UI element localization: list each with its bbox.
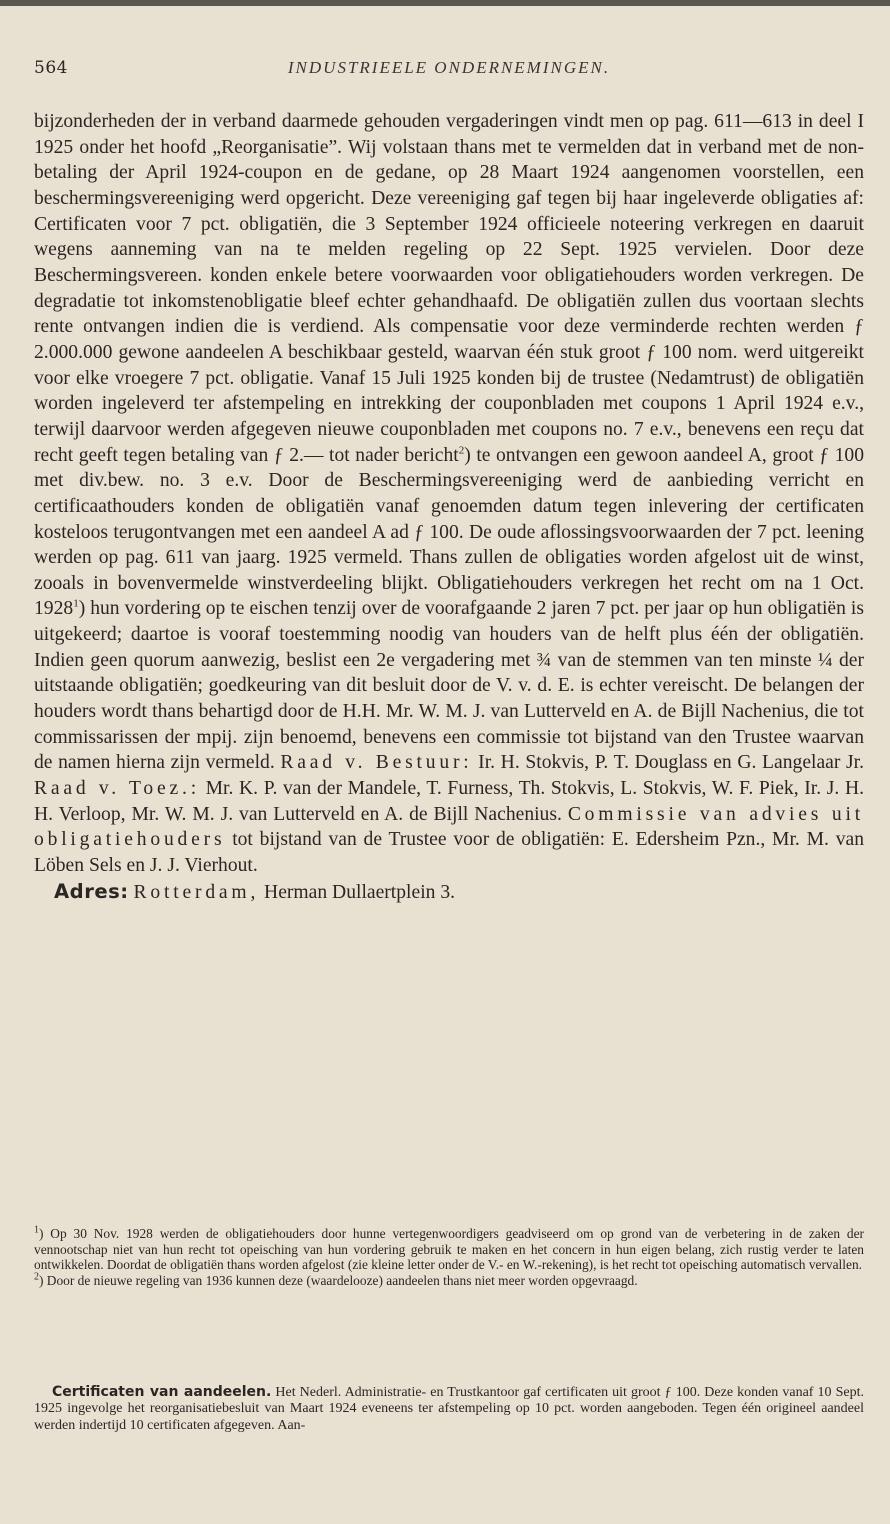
page-header — [34, 58, 864, 88]
footnote-ref: 1 — [73, 597, 79, 610]
text-run: tot bijstand van de Trustee voor de obligatiën: E. Edersheim Pzn., Mr. M. van Löben Sels en J. J. Vierhout. — [34, 829, 864, 877]
raad-van-bestuur-label: Raad v. Bestuur: — [280, 752, 473, 774]
footnote-mark: 1 — [34, 1224, 39, 1236]
commissie-label: Commissie van advies uit obligatiehouders — [34, 803, 865, 851]
text-run: bijzonderheden der in verband daarmede gehouden vergaderingen vindt men op pag. 611—613 in deel I 1925 onder het hoofd „Reorganisatie”. Wij volstaan thans met te vermelden dat in verband met de non-betaling der April 1924-coupon en de gedane, op 28 Maart 1924 aangenomen voorstellen, een beschermingsvereeniging werd opgericht. Deze vereeniging gaf tegen bij haar ingeleverde obligaties af: Certificaten voor 7 pct. obligatiën, die 3 September 1924 officieele noteering verkregen en daaruit wegens aanneming van na te melden regeling op 22 Sept. 1925 vervielen. Door deze Beschermingsvereen. konden enkele betere voorwaarden voor obligatiehouders worden verkregen. De degradatie tot inkomstenobligatie bleef echter gehandhaafd. De obligatiën zullen dus voortaan slechts rente ontvangen indien die is verdiend. Als compensatie voor deze verminderde rechten werden ƒ 2.000.000 gewone aandeelen A beschikbaar gesteld, waarvan één stuk groot ƒ 100 nom. werd uitgereikt voor elke vroegere 7 pct. obligatie. Vanaf 15 Juli 1925 konden bij de trustee (Nedamtrust) de obligatiën worden ingeleverd ter afstempeling en intrekking der couponbladen met coupons 1 April 1924 e.v., terwijl daarvoor werden afgegeven nieuwe couponbladen met coupons no. 7 e.v., benevens een reçu dat recht geeft tegen betaling van ƒ 2.— tot nader bericht — [34, 111, 864, 466]
text-run: ) hun vordering op te eischen tenzij over de voorafgaande 2 jaren 7 pct. per jaar op hun obligatiën is uitgekeerd; daartoe is vooraf toestemming noodig van houders van de helft plus één der obligatiën. Indien geen quorum aanwezig, beslist een 2e vergadering met ¾ van de stemmen van ten minste ¼ der uitstaande obligatiën; goedkeuring van dit besluit door de V. v. d. E. is echter vereischt. De belangen der houders wordt thans behartigd door de H.H. Mr. W. M. J. van Lutterveld en A. de Bijll Nachenius, die tot commissarissen der mpij. zijn benoemd, benevens een commissie tot bijstand van den Trustee waarvan de namen hierna zijn vermeld. — [34, 598, 864, 774]
address-street: Herman Dullaertplein 3. — [259, 881, 456, 903]
footnotes — [34, 1226, 864, 1288]
certificaten-section — [34, 1384, 864, 1434]
footnote-ref: 2 — [458, 444, 465, 456]
footnote-mark: 2 — [34, 1271, 39, 1283]
main-paragraph — [34, 109, 864, 879]
text-run: ) te ontvangen een gewoon aandeel A, groot ƒ 100 met div.bew. no. 3 e.v. Door de Beschermingsvereeniging werd de aanbieding verricht en certificaathouders konden de obligatiën vanaf genoemden datum tegen inlevering der certificaten kosteloos terugontvangen met een aandeel A ad ƒ 100. De oude aflossingsvoorwaarden der 7 pct. leening werden op pag. 611 van jaarg. 1925 vermeld. Thans zullen de obligaties worden afgelost uit de winst, zooals in bovenvermelde winstverdeeling blijkt. Obligatiehouders verkregen het recht om na 1 Oct. 1928 — [34, 444, 865, 620]
address-label: Adres: — [54, 879, 129, 903]
address-line — [34, 879, 864, 906]
footnote-text: ) Door de nieuwe regeling van 1936 kunnen deze (waardelooze) aandeelen thans niet meer worden opgevraagd. — [39, 1272, 638, 1288]
running-head: INDUSTRIEELE ONDERNEMINGEN. — [287, 58, 611, 77]
raad-van-toezicht-label: Raad v. Toez.: — [34, 778, 200, 800]
certificaten-text: Het Nederl. Administratie- en Trustkantoor gaf certificaten uit groot ƒ 100. Deze konden vanaf 10 Sept. 1925 ingevolge het reorganisatiebesluit van Maart 1924 eveneens ter afstempeling op 10 pct. worden aangeboden. Tegen één origineel aandeel werden indertijd 10 certificaten afgegeven. Aan- — [34, 1385, 864, 1433]
page-top-edge — [0, 0, 890, 6]
certificaten-paragraph — [34, 1384, 864, 1434]
footnote-2 — [34, 1273, 864, 1289]
main-text — [34, 109, 864, 905]
certificaten-label: Certificaten van aandeelen. — [52, 1384, 272, 1400]
footnote-1 — [34, 1226, 864, 1273]
text-run: Mr. K. P. van der Mandele, T. Furness, Th. Stokvis, L. Stokvis, W. F. Piek, Ir. J. H. H. Verloop, Mr. W. M. J. van Lutterveld en A. de Bijll Nachenius. — [34, 778, 864, 825]
page-number: 564 — [34, 58, 68, 78]
footnote-text: ) Op 30 Nov. 1928 werden de obligatiehouders door hunne vertegenwoordigers geadviseerd om op grond van de verbetering in de zaken der vennootschap niet van hun recht tot opeisching van hun vordering gebruik te maken en het concern in hun eigen belang, zich rustig verder te laten ontwikkelen. Doordat de obligatiën thans worden afgelost (zie kleine letter onder de V.- en W.-rekening), is het recht tot opeisching automatisch vervallen. — [34, 1226, 864, 1273]
text-run: Ir. H. Stokvis, P. T. Douglass en G. Langelaar Jr. — [472, 752, 864, 774]
address-city: Rotterdam, — [133, 881, 260, 903]
